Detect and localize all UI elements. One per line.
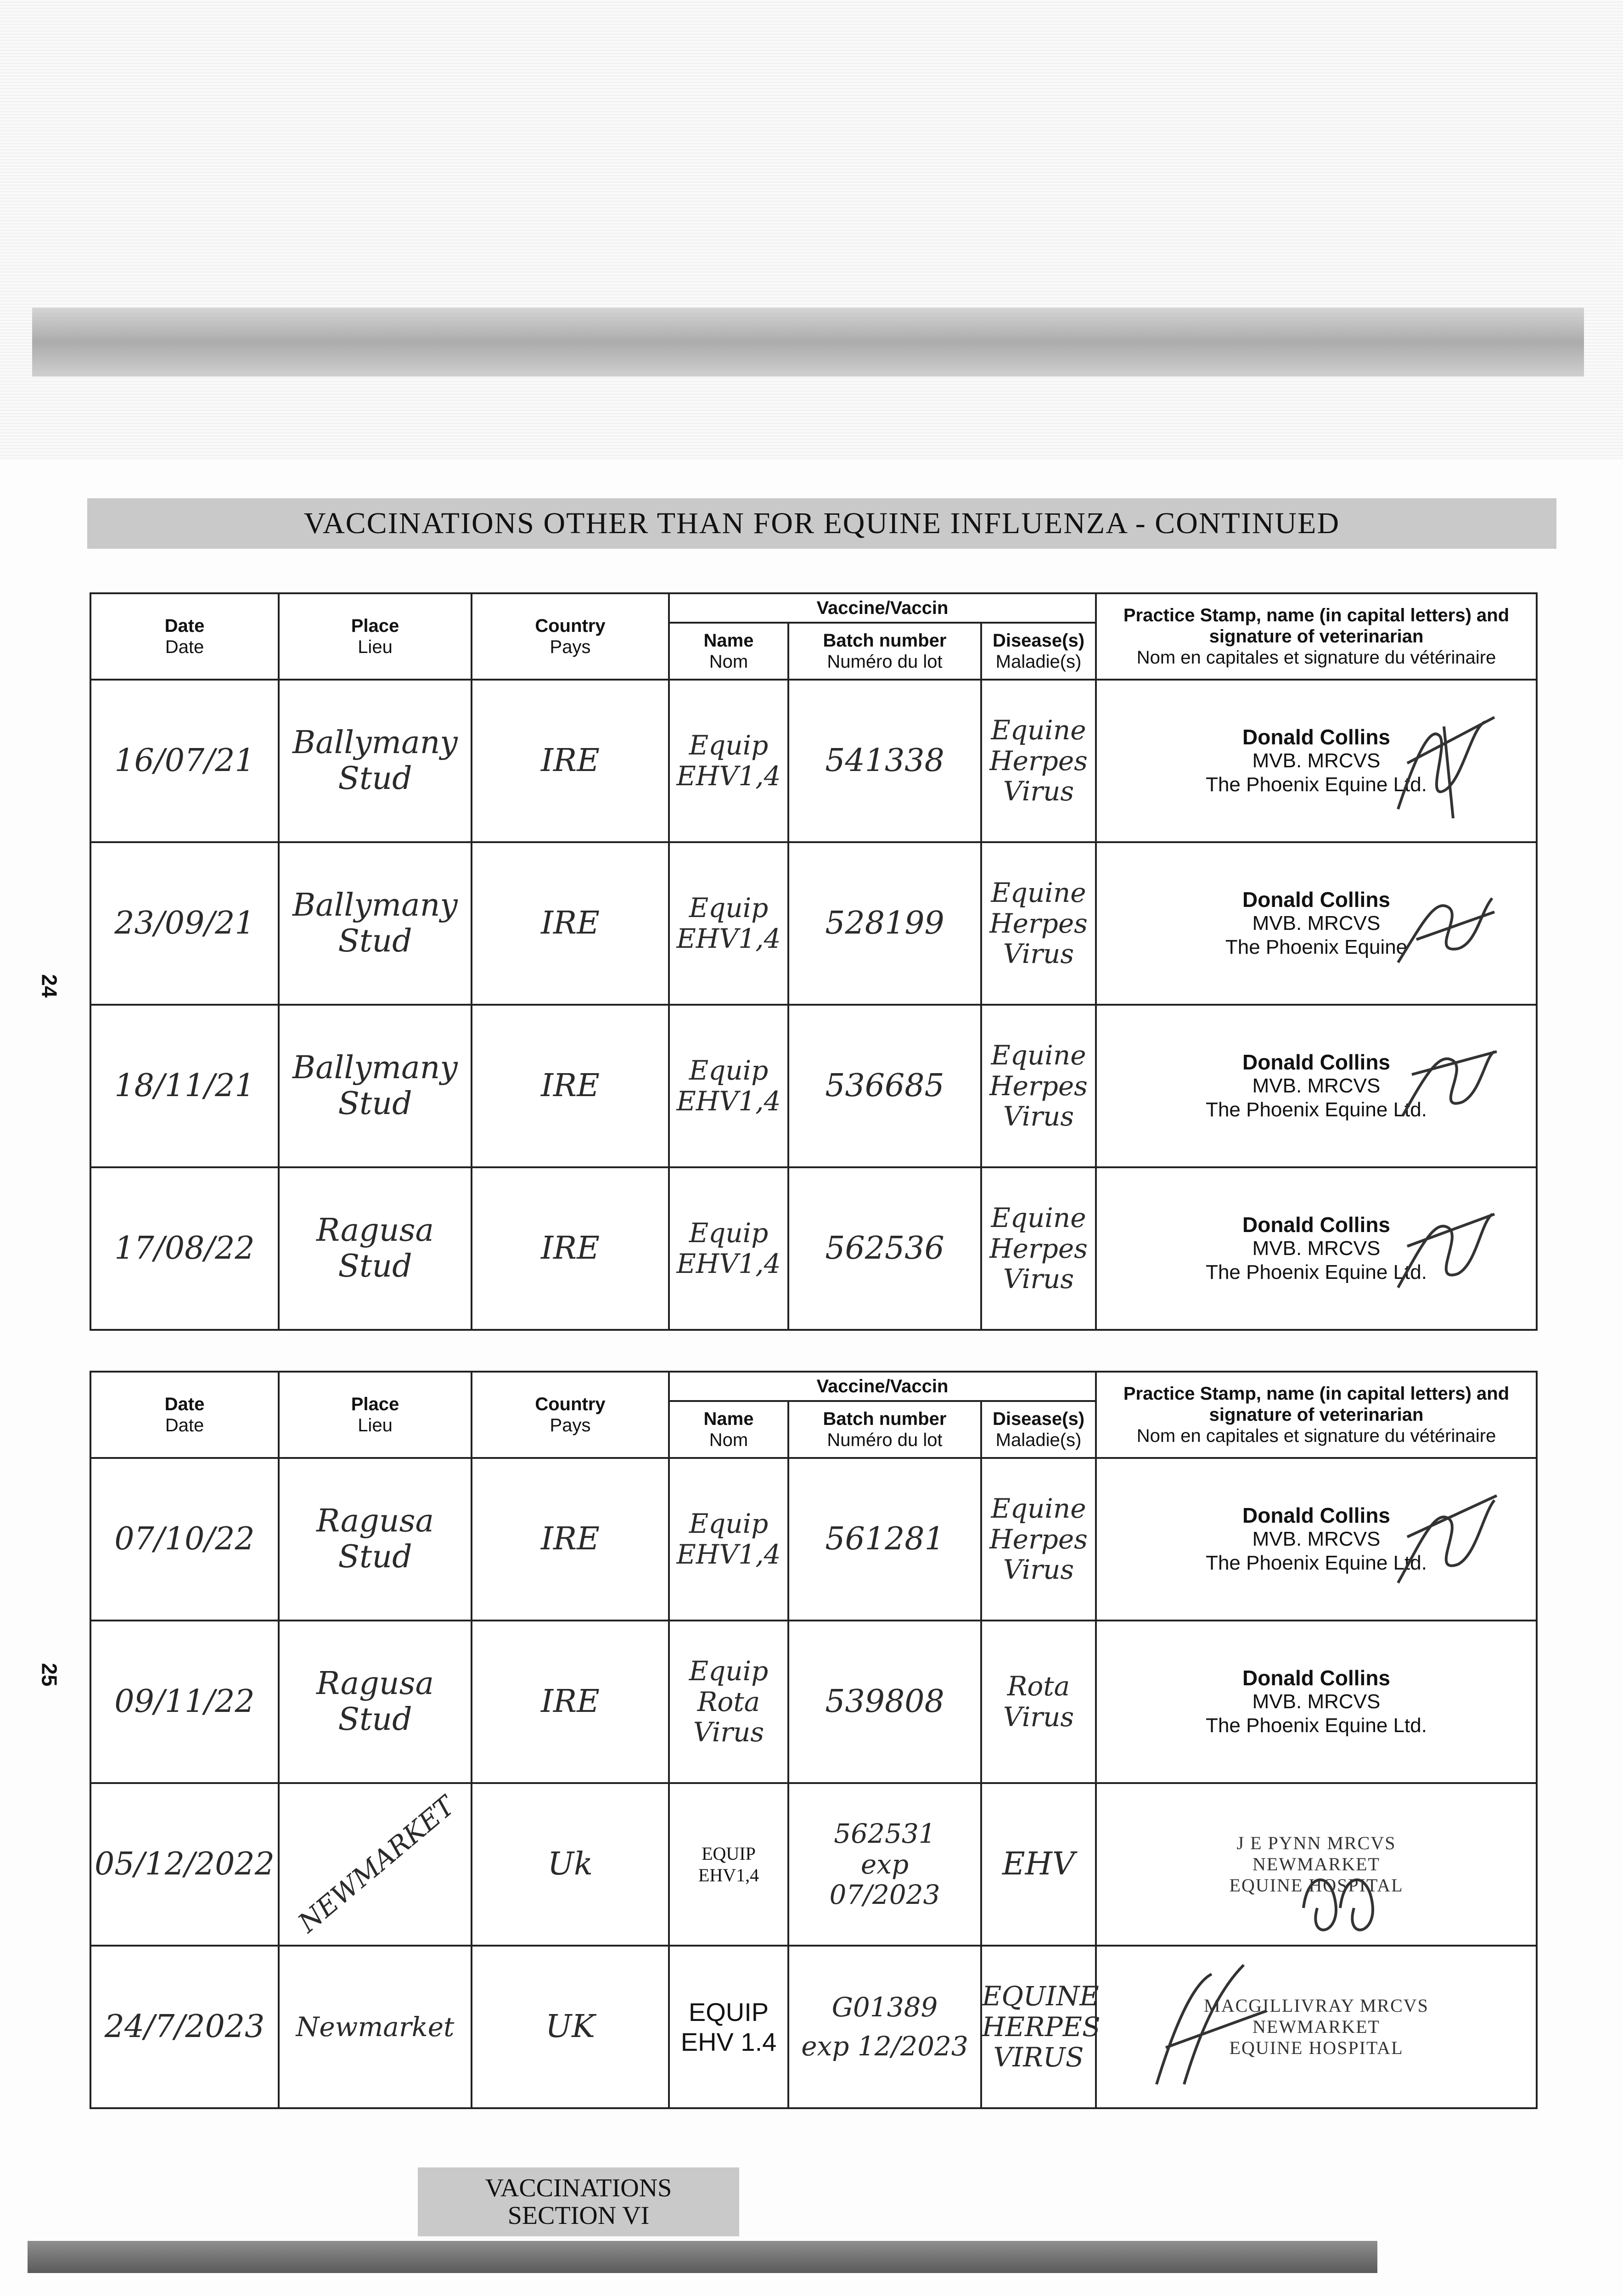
batch-cell: 536685	[788, 1005, 981, 1167]
vet-stamp-cell	[1096, 680, 1537, 842]
page-title-bar	[87, 498, 1556, 549]
signature-scribble	[1138, 1956, 1276, 2093]
batch-cell: 562531 exp 07/2023	[788, 1783, 981, 1946]
scan-band	[32, 308, 1584, 377]
vet-stamp-cell	[1096, 842, 1537, 1005]
stamp-line-1: J E PYNN MRCVS	[1236, 1833, 1396, 1853]
header-place: Place Lieu	[279, 593, 472, 680]
vaccine-name-cell: Equip EHV1,4	[669, 842, 788, 1005]
vet-stamp-cell	[1096, 1005, 1537, 1167]
vet-name: Donald Collins	[1242, 1666, 1391, 1690]
page-title: VACCINATIONS OTHER THAN FOR EQUINE INFLUENZA - CONTINUED	[303, 506, 1340, 540]
vaccine-name-cell: Equip Rota Virus	[669, 1621, 788, 1783]
signature-scribble	[1290, 1853, 1391, 1945]
place-cell: Ballymany Stud	[279, 842, 472, 1005]
stamp-line-2: NEWMARKET	[1252, 1854, 1380, 1874]
vet-stamp-cell	[1096, 1621, 1537, 1783]
header-country: Country Pays	[472, 593, 669, 680]
table-row	[90, 1458, 1537, 1621]
place-cell: Ragusa Stud	[279, 1167, 472, 1330]
table-row	[90, 1005, 1537, 1167]
disease-cell: Rota Virus	[981, 1621, 1096, 1783]
vet-stamp-cell	[1096, 1783, 1537, 1946]
country-cell: IRE	[472, 842, 669, 1005]
batch-cell: 539808	[788, 1621, 981, 1783]
date-cell: 07/10/22	[90, 1458, 279, 1621]
footer-line-2: SECTION VI	[507, 2201, 650, 2230]
date-cell: 05/12/2022	[90, 1783, 279, 1946]
vet-stamp-cell	[1096, 1167, 1537, 1330]
vaccine-name-cell: Equip EHV1,4	[669, 1005, 788, 1167]
country-cell: IRE	[472, 1458, 669, 1621]
place-cell: Ballymany Stud	[279, 1005, 472, 1167]
header-disease: Disease(s) Maladie(s)	[981, 1401, 1096, 1458]
date-cell: 16/07/21	[90, 680, 279, 842]
vet-quals: MVB. MRCVS	[1252, 1237, 1381, 1260]
header-vaccine: Vaccine/Vaccin	[669, 593, 1096, 623]
vet-practice: The Phoenix Equine Ltd.	[1206, 1098, 1427, 1121]
vaccination-table-1	[90, 592, 1538, 1331]
country-cell: Uk	[472, 1783, 669, 1946]
header-batch: Batch number Numéro du lot	[788, 623, 981, 680]
vet-quals: MVB. MRCVS	[1252, 1528, 1381, 1550]
signature-scribble	[1389, 1486, 1499, 1606]
stamp-line-2: NEWMARKET	[1252, 2016, 1380, 2037]
date-cell: 23/09/21	[90, 842, 279, 1005]
batch-cell: G01389 exp 12/2023	[788, 1946, 981, 2108]
vet-name: Donald Collins	[1242, 1213, 1391, 1237]
disease-cell: Equine Herpes Virus	[981, 1458, 1096, 1621]
table-row	[90, 1167, 1537, 1330]
vet-quals: MVB. MRCVS	[1252, 1690, 1381, 1713]
stamp-line-3: EQUINE HOSPITAL	[1229, 2037, 1404, 2058]
signature-scribble	[1389, 708, 1499, 827]
place-cell: Ballymany Stud	[279, 680, 472, 842]
place-cell: Newmarket	[279, 1946, 472, 2108]
vaccine-name-cell: Equip EHV1,4	[669, 1458, 788, 1621]
disease-cell: Equine Herpes Virus	[981, 1005, 1096, 1167]
page-number-24: 24	[37, 974, 62, 998]
vaccination-table-2	[90, 1371, 1538, 2109]
header-country: Country Pays	[472, 1372, 669, 1458]
section-footer	[418, 2167, 739, 2236]
vet-name: Donald Collins	[1242, 1503, 1391, 1527]
country-cell: IRE	[472, 1005, 669, 1167]
signature-scribble	[1389, 1033, 1499, 1153]
country-cell: IRE	[472, 1621, 669, 1783]
header-date: Date Date	[90, 1372, 279, 1458]
batch-cell: 561281	[788, 1458, 981, 1621]
country-cell: IRE	[472, 1167, 669, 1330]
batch-cell: 562536	[788, 1167, 981, 1330]
vet-practice: The Phoenix Equine Ltd.	[1206, 773, 1427, 796]
table-row	[90, 680, 1537, 842]
vet-quals: MVB. MRCVS	[1252, 912, 1381, 934]
signature-scribble	[1389, 871, 1499, 990]
vaccine-name-cell: EQUIP EHV1,4	[669, 1783, 788, 1946]
footer-band	[28, 2241, 1377, 2273]
signature-scribble	[1389, 1196, 1499, 1315]
vet-quals: MVB. MRCVS	[1252, 1075, 1381, 1097]
table-row	[90, 1783, 1537, 1946]
date-cell: 18/11/21	[90, 1005, 279, 1167]
disease-cell: Equine Herpes Virus	[981, 680, 1096, 842]
header-name: Name Nom	[669, 623, 788, 680]
disease-cell: EHV	[981, 1783, 1096, 1946]
header-place: Place Lieu	[279, 1372, 472, 1458]
vet-quals: MVB. MRCVS	[1252, 749, 1381, 772]
footer-line-1: VACCINATIONS	[485, 2174, 672, 2202]
vet-name: Donald Collins	[1242, 725, 1391, 749]
vet-stamp-cell	[1096, 1458, 1537, 1621]
disease-cell: Equine Herpes Virus	[981, 1167, 1096, 1330]
vet-stamp-cell	[1096, 1946, 1537, 2108]
place-cell: NEWMARKET	[279, 1783, 472, 1946]
header-batch: Batch number Numéro du lot	[788, 1401, 981, 1458]
vaccine-name-cell: EQUIP EHV 1.4	[669, 1946, 788, 2108]
header-name: Name Nom	[669, 1401, 788, 1458]
place-cell: Ragusa Stud	[279, 1458, 472, 1621]
date-cell: 17/08/22	[90, 1167, 279, 1330]
batch-cell: 541338	[788, 680, 981, 842]
disease-cell: EQUINE HERPES VIRUS	[981, 1946, 1096, 2108]
table-row	[90, 842, 1537, 1005]
vet-practice: The Phoenix Equine Ltd.	[1206, 1714, 1427, 1737]
date-cell: 09/11/22	[90, 1621, 279, 1783]
vaccine-name-cell: Equip EHV1,4	[669, 680, 788, 842]
disease-cell: Equine Herpes Virus	[981, 842, 1096, 1005]
vet-practice: The Phoenix Equine Ltd.	[1206, 1552, 1427, 1574]
header-stamp: Practice Stamp, name (in capital letters) and signature of veterinarian Nom en capitales et signature du vétérinaire	[1096, 1372, 1537, 1458]
country-cell: UK	[472, 1946, 669, 2108]
stamp-line-1: MACGILLIVRAY MRCVS	[1204, 1995, 1429, 2016]
table-row	[90, 1621, 1537, 1783]
vet-practice: The Phoenix Equine	[1225, 936, 1408, 958]
batch-cell: 528199	[788, 842, 981, 1005]
country-cell: IRE	[472, 680, 669, 842]
vet-name: Donald Collins	[1242, 888, 1391, 912]
header-stamp: Practice Stamp, name (in capital letters) and signature of veterinarian Nom en capitales et signature du vétérinaire	[1096, 593, 1537, 680]
page-number-25: 25	[37, 1663, 62, 1687]
stamp-line-3: EQUINE HOSPITAL	[1229, 1875, 1404, 1896]
header-date: Date Date	[90, 593, 279, 680]
vaccine-name-cell: Equip EHV1,4	[669, 1167, 788, 1330]
vet-name: Donald Collins	[1242, 1050, 1391, 1074]
scan-speckle-background	[0, 0, 1623, 459]
table-row	[90, 1946, 1537, 2108]
header-disease: Disease(s) Maladie(s)	[981, 623, 1096, 680]
vet-practice: The Phoenix Equine Ltd.	[1206, 1261, 1427, 1283]
date-cell: 24/7/2023	[90, 1946, 279, 2108]
header-vaccine: Vaccine/Vaccin	[669, 1372, 1096, 1401]
place-cell: Ragusa Stud	[279, 1621, 472, 1783]
